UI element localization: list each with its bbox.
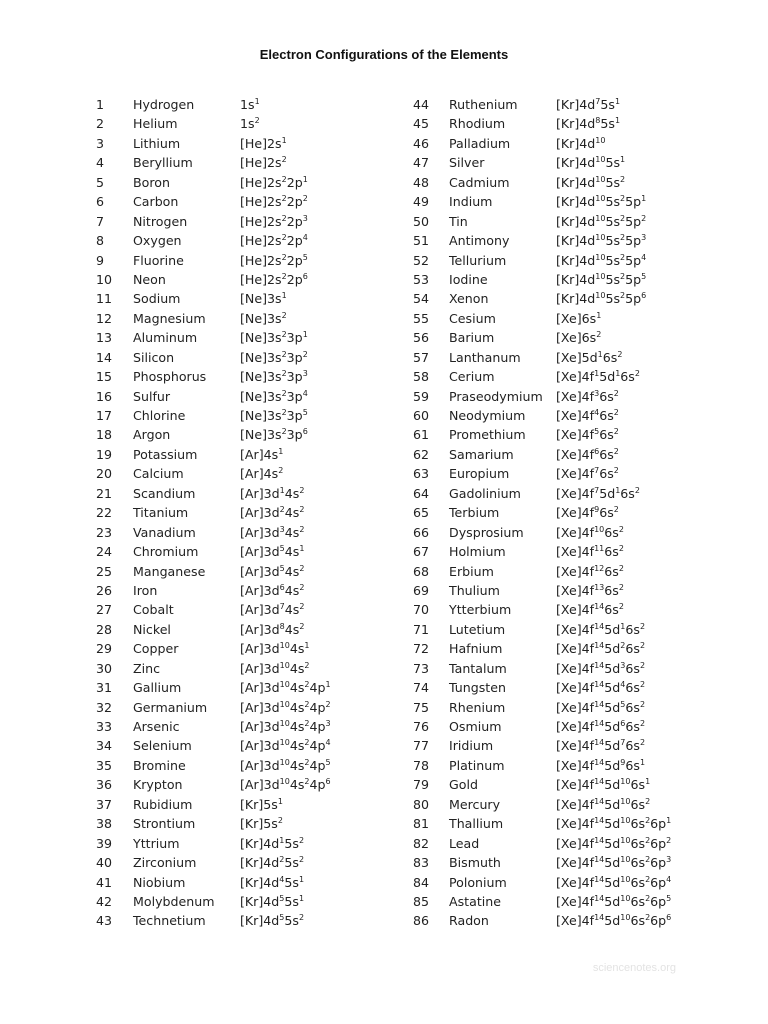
electron-configuration: $[Ar]3d^34s^2$	[240, 524, 305, 540]
atomic-number: 35	[96, 757, 113, 773]
element-name: Thulium	[449, 582, 500, 598]
atomic-number: 41	[96, 874, 113, 890]
electron-configuration: $[Ar]3d^54s^2$	[240, 563, 305, 579]
electron-configuration: $[Kr]4d^{10}5s^25p^6$	[556, 291, 647, 307]
element-name: Polonium	[449, 874, 507, 890]
element-name: Yttrium	[133, 835, 180, 851]
element-name: Erbium	[449, 563, 494, 579]
element-name: Krypton	[133, 777, 183, 793]
electron-configuration: $[Ne]3s^23p^3$	[240, 369, 308, 385]
electron-configuration: $[He]2s^2$	[240, 155, 287, 171]
atomic-number: 8	[96, 233, 105, 249]
electron-configuration: $[He]2s^22p^3$	[240, 213, 308, 229]
atomic-number: 14	[96, 349, 113, 365]
electron-configuration: $[Ar]4s^2$	[240, 466, 284, 482]
atomic-number: 60	[413, 408, 430, 423]
electron-configuration: $[Ar]4s^1$	[240, 446, 284, 462]
electron-configuration: $[Kr]4d^{10}5s^25p^1$	[556, 194, 647, 210]
element-name: Copper	[133, 641, 179, 657]
atomic-number: 79	[413, 777, 430, 793]
element-name: Xenon	[449, 291, 489, 307]
element-name: Indium	[449, 194, 493, 210]
element-name: Zinc	[133, 660, 161, 676]
element-name: Vanadium	[133, 524, 196, 540]
electron-configuration: $[Kr]4d^45s^1$	[240, 874, 305, 890]
element-name: Promethium	[449, 427, 526, 443]
atomic-number: 50	[413, 213, 430, 229]
electron-configuration: $[Ar]3d^64s^2$	[240, 582, 305, 598]
element-name: Niobium	[133, 874, 186, 890]
element-name: Gadolinium	[449, 485, 521, 501]
electron-configuration: $[Kr]4d^{10}5s^1$	[556, 155, 626, 171]
element-name: Cadmium	[449, 174, 510, 190]
electron-configuration: $[He]2s^22p^1$	[240, 174, 308, 190]
electron-configuration: $[Ne]3s^23p^5$	[240, 408, 308, 423]
atomic-number: 7	[96, 213, 105, 229]
atomic-number: 13	[96, 330, 113, 346]
atomic-number: 20	[96, 466, 113, 482]
element-name: Chromium	[133, 544, 199, 560]
element-name: Helium	[133, 116, 178, 132]
atomic-number: 23	[96, 524, 113, 540]
element-name: Magnesium	[133, 310, 206, 326]
electron-configuration: $[Kr]4d^{10}5s^25p^5$	[556, 271, 647, 287]
element-name: Silicon	[133, 349, 175, 365]
atomic-number: 36	[96, 777, 113, 793]
page-title: Electron Configurations of the Elements	[259, 47, 509, 62]
atomic-number: 66	[413, 524, 430, 540]
element-name: Iodine	[449, 271, 488, 287]
element-name: Gallium	[133, 680, 182, 696]
electron-configuration: $[Xe]4f^{14}5d^{10}6s^26p^5$	[556, 893, 672, 909]
element-name: Radon	[449, 913, 489, 929]
element-name: Mercury	[449, 796, 501, 812]
atomic-number: 31	[96, 680, 113, 696]
electron-configuration: $[Xe]4f^56s^2$	[556, 427, 619, 443]
element-name: Sodium	[133, 291, 181, 307]
electron-configuration: $[Xe]4f^96s^2$	[556, 505, 619, 521]
atomic-number: 33	[96, 719, 113, 734]
element-name: Platinum	[449, 757, 505, 773]
element-name: Astatine	[449, 893, 501, 909]
atomic-number: 27	[96, 602, 113, 618]
electron-configuration: $[He]2s^22p^4$	[240, 233, 308, 249]
atomic-number: 48	[413, 174, 430, 190]
element-name: Rhodium	[449, 116, 506, 132]
electron-configuration: $[Kr]4d^55s^1$	[240, 893, 305, 909]
element-name: Phosphorus	[133, 369, 207, 385]
electron-configuration: $[Xe]4f^{12}6s^2$	[556, 563, 624, 579]
element-name: Boron	[133, 174, 170, 190]
atomic-number: 16	[96, 388, 113, 404]
element-name: Tellurium	[449, 252, 507, 268]
atomic-number: 29	[96, 641, 113, 657]
element-name: Cerium	[449, 369, 495, 385]
element-name: Samarium	[449, 446, 514, 462]
atomic-number: 25	[96, 563, 113, 579]
element-name: Arsenic	[133, 719, 180, 734]
atomic-number: 73	[413, 660, 430, 676]
atomic-number: 70	[413, 602, 430, 618]
atomic-number: 45	[413, 116, 430, 132]
atomic-number: 78	[413, 757, 430, 773]
electron-configuration: $[He]2s^1$	[240, 135, 287, 151]
atomic-number: 52	[413, 252, 430, 268]
element-name: Potassium	[133, 446, 198, 462]
atomic-number: 62	[413, 446, 430, 462]
atomic-number: 44	[413, 97, 430, 112]
element-name: Selenium	[133, 738, 192, 754]
atomic-number: 30	[96, 660, 113, 676]
electron-configuration: $[Ne]3s^23p^4$	[240, 388, 308, 404]
electron-configuration: $[Xe]4f^{14}5d^{10}6s^26p^3$	[556, 855, 672, 871]
element-name: Argon	[133, 427, 171, 443]
electron-configuration: $[Kr]4d^{10}5s^25p^3$	[556, 233, 647, 249]
atomic-number: 84	[413, 874, 430, 890]
atomic-number: 85	[413, 893, 430, 909]
atomic-number: 39	[96, 835, 113, 851]
element-name: Dysprosium	[449, 524, 524, 540]
atomic-number: 21	[96, 485, 113, 501]
electron-configuration: $[Kr]4d^{10}5s^25p^4$	[556, 252, 647, 268]
electron-configuration: $[Xe]4f^{14}5d^36s^2$	[556, 660, 646, 676]
element-name: Lanthanum	[449, 349, 521, 365]
element-name: Lithium	[133, 135, 181, 151]
atomic-number: 63	[413, 466, 430, 482]
atomic-number: 9	[96, 252, 105, 268]
electron-configuration: $[Ar]3d^{10}4s^24p^1$	[240, 680, 331, 696]
electron-configuration: $[Xe]4f^75d^16s^2$	[556, 485, 640, 501]
element-name: Ruthenium	[449, 97, 518, 112]
atomic-number: 82	[413, 835, 430, 851]
element-name: Fluorine	[133, 252, 184, 268]
element-name: Cesium	[449, 310, 496, 326]
electron-configuration: $[Ar]3d^{10}4s^24p^2$	[240, 699, 331, 715]
element-name: Tantalum	[449, 660, 507, 676]
element-name: Carbon	[133, 194, 179, 210]
element-name: Terbium	[449, 505, 500, 521]
element-name: Tungsten	[449, 680, 506, 696]
atomic-number: 22	[96, 505, 113, 521]
atomic-number: 55	[413, 310, 430, 326]
element-name: Molybdenum	[133, 893, 215, 909]
element-name: Bismuth	[449, 855, 501, 871]
element-name: Aluminum	[133, 330, 198, 346]
element-name: Neon	[133, 271, 166, 287]
atomic-number: 15	[96, 369, 113, 385]
electron-configuration: $[Kr]4d^{10}5s^2$	[556, 174, 626, 190]
electron-configuration: $[Ar]3d^{10}4s^24p^5$	[240, 757, 331, 773]
atomic-number: 56	[413, 330, 430, 346]
electron-configuration: $[Kr]5s^1$	[240, 796, 283, 812]
electron-configuration: $[Xe]4f^46s^2$	[556, 408, 619, 423]
element-name: Gold	[449, 777, 478, 793]
electron-configuration: $[Ne]3s^23p^1$	[240, 330, 308, 346]
atomic-number: 42	[96, 893, 113, 909]
electron-configuration: $[Ar]3d^{10}4s^2$	[240, 660, 310, 676]
element-name: Holmium	[449, 544, 506, 560]
electron-configuration: $[Ar]3d^84s^2$	[240, 621, 305, 637]
atomic-number: 83	[413, 855, 430, 871]
electron-configuration: $[Xe]4f^{13}6s^2$	[556, 582, 624, 598]
electron-configuration: $[Xe]4f^{14}5d^26s^2$	[556, 641, 646, 657]
watermark: sciencenotes.org	[592, 962, 676, 974]
electron-configuration: $[Ne]3s^23p^2$	[240, 349, 308, 365]
element-name: Neodymium	[449, 408, 526, 423]
electron-configuration: $[Ar]3d^{10}4s^24p^4$	[240, 738, 331, 754]
element-name: Scandium	[133, 485, 196, 501]
element-name: Europium	[449, 466, 510, 482]
electron-configuration: $[Kr]4d^15s^2$	[240, 835, 305, 851]
element-name: Lead	[449, 835, 480, 851]
atomic-number: 72	[413, 641, 430, 657]
atomic-number: 32	[96, 699, 113, 715]
electron-configuration: $[Xe]4f^{14}5d^46s^2$	[556, 680, 646, 696]
electron-configuration: $[Ar]3d^{10}4s^1$	[240, 641, 310, 657]
electron-configuration: $[He]2s^22p^5$	[240, 252, 308, 268]
atomic-number: 46	[413, 135, 430, 151]
electron-configuration: $[Ar]3d^{10}4s^24p^3$	[240, 719, 331, 734]
atomic-number: 47	[413, 155, 430, 171]
atomic-number: 34	[96, 738, 113, 754]
electron-configuration: $[Xe]4f^{14}5d^{10}6s^26p^4$	[556, 874, 672, 890]
electron-configuration: $[Xe]4f^{14}6s^2$	[556, 602, 624, 618]
atomic-number: 51	[413, 233, 430, 249]
atomic-number: 69	[413, 582, 430, 598]
electron-configuration: $[Xe]4f^{14}5d^{10}6s^26p^6$	[556, 913, 672, 929]
electron-configuration: $[Xe]4f^{14}5d^66s^2$	[556, 719, 646, 734]
electron-configuration: $[Ne]3s^23p^6$	[240, 427, 308, 443]
electron-configuration: $[Kr]4d^25s^2$	[240, 855, 305, 871]
electron-configuration: $[He]2s^22p^6$	[240, 271, 308, 287]
atomic-number: 81	[413, 816, 430, 832]
element-name: Rhenium	[449, 699, 506, 715]
electron-configuration: $[Kr]5s^2$	[240, 816, 283, 832]
element-name: Bromine	[133, 757, 186, 773]
atomic-number: 40	[96, 855, 113, 871]
electron-configuration: $[Xe]6s^1$	[556, 310, 602, 326]
element-name: Strontium	[133, 816, 196, 832]
element-name: Hydrogen	[133, 97, 195, 112]
electron-configuration: $[Xe]4f^{14}5d^16s^2$	[556, 621, 646, 637]
element-name: Nitrogen	[133, 213, 188, 229]
element-name: Barium	[449, 330, 495, 346]
electron-configuration: $[Ar]3d^54s^1$	[240, 544, 305, 560]
element-name: Osmium	[449, 719, 502, 734]
atomic-number: 80	[413, 796, 430, 812]
atomic-number: 58	[413, 369, 430, 385]
element-name: Silver	[449, 155, 485, 171]
electron-configuration: $[Ne]3s^2$	[240, 310, 287, 326]
element-name: Ytterbium	[449, 602, 512, 618]
electron-configuration: $[Xe]4f^36s^2$	[556, 388, 619, 404]
electron-configuration: $[Ne]3s^1$	[240, 291, 287, 307]
electron-configuration: $[Xe]5d^16s^2$	[556, 349, 623, 365]
element-name: Tin	[449, 213, 468, 229]
atomic-number: 11	[96, 291, 113, 307]
atomic-number: 76	[413, 719, 430, 734]
electron-configuration: $[Xe]4f^{14}5d^{10}6s^2$	[556, 796, 651, 812]
electron-configuration: $[Kr]4d^75s^1$	[556, 97, 621, 112]
element-name: Germanium	[133, 699, 208, 715]
element-name: Palladium	[449, 135, 511, 151]
electron-configuration: $[Xe]4f^15d^16s^2$	[556, 369, 640, 385]
atomic-number: 59	[413, 388, 430, 404]
electron-configuration: $[Kr]4d^55s^2$	[240, 913, 305, 929]
electron-configuration: $[He]2s^22p^2$	[240, 194, 308, 210]
atomic-number: 2	[96, 116, 105, 132]
element-name: Sulfur	[133, 388, 171, 404]
electron-configuration: $[Xe]4f^{14}5d^56s^2$	[556, 699, 646, 715]
electron-configuration: $[Xe]4f^{14}5d^{10}6s^1$	[556, 777, 651, 793]
element-name: Titanium	[133, 505, 189, 521]
atomic-number: 86	[413, 913, 430, 929]
atomic-number: 57	[413, 349, 430, 365]
atomic-number: 18	[96, 427, 113, 443]
atomic-number: 1	[96, 97, 105, 112]
atomic-number: 71	[413, 621, 430, 637]
atomic-number: 38	[96, 816, 113, 832]
element-name: Iron	[133, 582, 158, 598]
electron-configuration: $[Xe]4f^{14}5d^96s^1$	[556, 757, 646, 773]
electron-configuration: $[Xe]4f^{14}5d^{10}6s^26p^2$	[556, 835, 672, 851]
atomic-number: 68	[413, 563, 430, 579]
atomic-number: 5	[96, 174, 105, 190]
electron-configuration: $[Ar]3d^24s^2$	[240, 505, 305, 521]
atomic-number: 37	[96, 796, 113, 812]
atomic-number: 43	[96, 913, 113, 929]
atomic-number: 10	[96, 271, 113, 287]
element-name: Cobalt	[133, 602, 174, 618]
electron-configuration: $1s^2$	[240, 116, 260, 132]
element-name: Beryllium	[133, 155, 193, 171]
element-name: Calcium	[133, 466, 184, 482]
element-name: Lutetium	[449, 621, 506, 637]
electron-configuration: $[Xe]4f^{10}6s^2$	[556, 524, 624, 540]
element-name: Rubidium	[133, 796, 193, 812]
element-name: Hafnium	[449, 641, 503, 657]
electron-configuration: $[Ar]3d^{10}4s^24p^6$	[240, 777, 331, 793]
electron-configuration: $[Xe]6s^2$	[556, 330, 602, 346]
atomic-number: 3	[96, 135, 105, 151]
atomic-number: 53	[413, 271, 430, 287]
element-name: Technetium	[133, 913, 206, 929]
element-name: Oxygen	[133, 233, 182, 249]
atomic-number: 75	[413, 699, 430, 715]
atomic-number: 28	[96, 621, 113, 637]
element-name: Nickel	[133, 621, 171, 637]
element-name: Praseodymium	[449, 388, 543, 404]
electron-configuration: $[Kr]4d^85s^1$	[556, 116, 621, 132]
atomic-number: 49	[413, 194, 430, 210]
atomic-number: 67	[413, 544, 430, 560]
electron-configuration: $[Xe]4f^{14}5d^76s^2$	[556, 738, 646, 754]
atomic-number: 12	[96, 310, 113, 326]
atomic-number: 77	[413, 738, 430, 754]
element-name: Zirconium	[133, 855, 197, 871]
atomic-number: 4	[96, 155, 105, 171]
electron-configuration: $[Kr]4d^{10}$	[556, 135, 606, 151]
atomic-number: 26	[96, 582, 113, 598]
electron-configuration: $[Xe]4f^76s^2$	[556, 466, 619, 482]
electron-configuration: $[Kr]4d^{10}5s^25p^2$	[556, 213, 647, 229]
electron-configuration: $[Xe]4f^{14}5d^{10}6s^26p^1$	[556, 816, 672, 832]
atomic-number: 54	[413, 291, 430, 307]
atomic-number: 64	[413, 485, 430, 501]
atomic-number: 17	[96, 408, 113, 423]
element-name: Iridium	[449, 738, 494, 754]
element-name: Manganese	[133, 563, 206, 579]
electron-configuration: $[Xe]4f^66s^2$	[556, 446, 619, 462]
electron-configuration: $[Ar]3d^74s^2$	[240, 602, 305, 618]
element-name: Antimony	[449, 233, 510, 249]
atomic-number: 61	[413, 427, 430, 443]
electron-configuration: $[Xe]4f^{11}6s^2$	[556, 544, 624, 560]
element-name: Thallium	[449, 816, 504, 832]
atomic-number: 19	[96, 446, 113, 462]
atomic-number: 6	[96, 194, 105, 210]
atomic-number: 65	[413, 505, 430, 521]
electron-configuration: $[Ar]3d^14s^2$	[240, 485, 305, 501]
atomic-number: 24	[96, 544, 113, 560]
atomic-number: 74	[413, 680, 430, 696]
electron-configuration: $1s^1$	[240, 97, 260, 112]
element-name: Chlorine	[133, 408, 186, 423]
